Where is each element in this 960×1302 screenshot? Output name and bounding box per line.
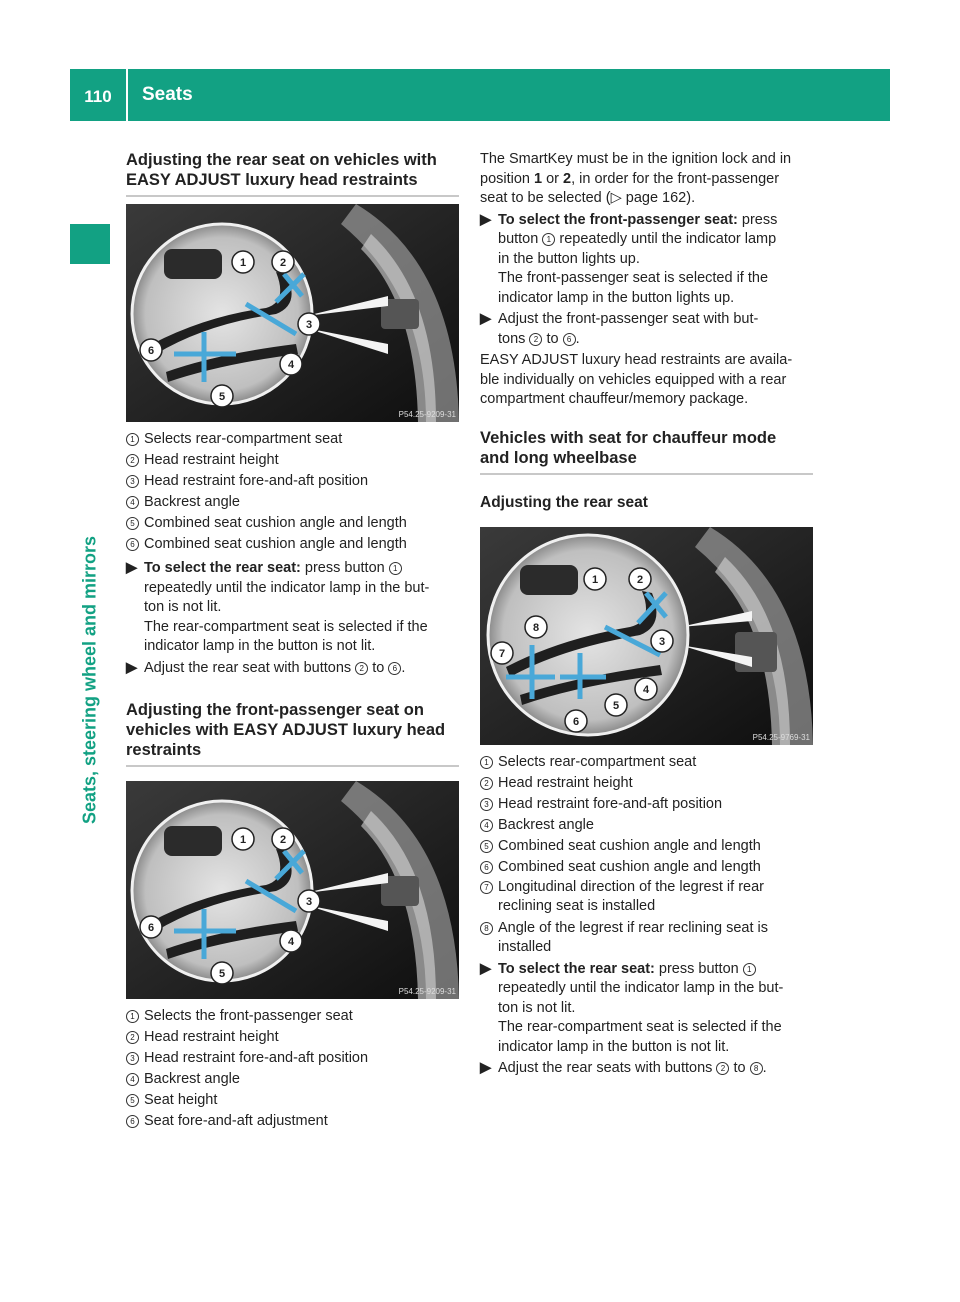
svg-text:6: 6 xyxy=(572,715,580,728)
list-item: 5 Combined seat cushion angle and length xyxy=(126,513,459,534)
list-item: 4 Backrest angle xyxy=(126,1069,459,1090)
svg-text:2: 2 xyxy=(279,257,287,269)
step-arrow-icon: ▶ xyxy=(126,659,138,676)
seat-control-illustration-3 xyxy=(480,527,813,745)
legend-list-3 xyxy=(480,752,813,958)
legend-list-2 xyxy=(126,1006,459,1132)
list-item: 4 Backrest angle xyxy=(480,815,813,836)
instruction-step: ▶ Adjust the rear seats with buttons 2 to 8 . xyxy=(480,1059,813,1079)
section-heading-front-passenger: Adjusting the front-passenger seat on vehicles with EASY ADJUST luxury head restraints xyxy=(126,700,459,767)
svg-text:4: 4 xyxy=(287,359,295,371)
heading-line: Adjusting the rear seat on vehicles with xyxy=(126,151,437,169)
list-item: 7 Longitudinal direction of the legrest if rear reclining seat is installed xyxy=(480,878,813,917)
svg-text:2: 2 xyxy=(636,573,644,586)
svg-text:1: 1 xyxy=(239,834,247,846)
sidebar-section-text: Seats, steering wheel and mirrors xyxy=(79,535,100,825)
instruction-step: ▶ To select the front-passenger seat: press button 1 repeatedly until the indicator lamp in the button lights up. The front-passenger seat is selected if the indicator lamp in the button lights up. xyxy=(480,211,813,309)
page-number: 110 xyxy=(84,87,112,106)
svg-text:4: 4 xyxy=(642,683,650,696)
easy-adjust-paragraph: EASY ADJUST luxury head restraints are availa- ble individually on vehicles equipped with a rear compartment chauffeur/memory package. xyxy=(480,352,793,407)
list-item: 1 Selects rear-compartment seat xyxy=(126,429,459,450)
subheading-adjusting-rear-seat: Adjusting the rear seat xyxy=(480,493,648,511)
section-heading-chauffeur-mode: Vehicles with seat for chauffeur mode and long wheelbase xyxy=(480,428,813,475)
step-arrow-icon: ▶ xyxy=(480,211,492,228)
step-arrow-icon: ▶ xyxy=(480,960,492,977)
right-column xyxy=(480,150,813,1079)
svg-text:3: 3 xyxy=(305,896,313,908)
list-item: 8 Angle of the legrest if rear reclining seat is installed xyxy=(480,919,813,958)
list-item: 6 Combined seat cushion angle and length xyxy=(126,534,459,555)
instruction-step: ▶ Adjust the rear seat with buttons 2 to 6 . xyxy=(126,659,459,679)
instruction-step: ▶ Adjust the front-passenger seat with but- tons 2 to 6 . xyxy=(480,310,813,349)
svg-text:6: 6 xyxy=(147,922,155,934)
list-item: 2 Head restraint height xyxy=(126,1027,459,1048)
list-item: 1 Selects the front-passenger seat xyxy=(126,1006,459,1027)
list-item: 1 Selects rear-compartment seat xyxy=(480,752,813,773)
section-heading-rear-seat-easy-adjust xyxy=(126,150,459,197)
step-arrow-icon: ▶ xyxy=(480,1060,492,1076)
list-item: 6 Combined seat cushion angle and length xyxy=(480,857,813,878)
svg-text:2: 2 xyxy=(279,834,287,846)
left-column xyxy=(126,150,459,1132)
header-divider xyxy=(126,69,128,121)
svg-text:1: 1 xyxy=(239,257,247,269)
svg-text:5: 5 xyxy=(218,968,226,980)
intro-paragraph: The SmartKey must be in the ignition lock and in position 1 or 2, in order for the front-passenger seat to be selected (▷ page 162). xyxy=(480,151,792,206)
instruction-step: ▶ To select the rear seat: press button 1 repeatedly until the indicator lamp in the but- ton is not lit. The rear-compartment seat is selected if the indicator lamp in the button is not lit. xyxy=(480,960,813,1058)
seat-control-illustration-1 xyxy=(126,204,459,422)
svg-text:3: 3 xyxy=(658,635,666,648)
header-title: Seats xyxy=(142,84,193,105)
list-item: 5 Seat height xyxy=(126,1090,459,1111)
legend-list-1 xyxy=(126,429,459,555)
list-item: 6 Seat fore-and-aft adjustment xyxy=(126,1111,459,1132)
list-item: 2 Head restraint height xyxy=(126,450,459,471)
svg-text:1: 1 xyxy=(591,573,599,586)
svg-text:6: 6 xyxy=(147,345,155,357)
step-arrow-icon: ▶ xyxy=(480,311,492,327)
list-item: 3 Head restraint fore-and-aft position xyxy=(126,471,459,492)
svg-text:8: 8 xyxy=(532,621,540,634)
instruction-step: ▶ To select the rear seat: press button 1 repeatedly until the indicator lamp in the but- ton is not lit. The rear-compartment seat is selected if the indicator lamp in the button is not lit. xyxy=(126,559,459,657)
step-arrow-icon: ▶ xyxy=(126,560,138,576)
list-item: 3 Head restraint fore-and-aft position xyxy=(480,794,813,815)
figure-code: P54.25-9209-31 xyxy=(398,987,456,996)
list-item: 5 Combined seat cushion angle and length xyxy=(480,836,813,857)
svg-text:5: 5 xyxy=(612,699,620,712)
svg-text:5: 5 xyxy=(218,391,226,403)
seat-control-illustration-2 xyxy=(126,781,459,999)
svg-text:3: 3 xyxy=(305,319,313,331)
figure-code: P54.25-9769-31 xyxy=(752,732,810,742)
svg-text:7: 7 xyxy=(498,647,506,660)
list-item: 2 Head restraint height xyxy=(480,773,813,794)
svg-text:4: 4 xyxy=(287,936,295,948)
figure-code: P54.25-9209-31 xyxy=(398,410,456,419)
list-item: 3 Head restraint fore-and-aft position xyxy=(126,1048,459,1069)
page-header xyxy=(70,69,890,121)
heading-line: EASY ADJUST luxury head restraints xyxy=(126,171,418,189)
list-item: 4 Backrest angle xyxy=(126,492,459,513)
side-tab-marker xyxy=(70,224,110,264)
